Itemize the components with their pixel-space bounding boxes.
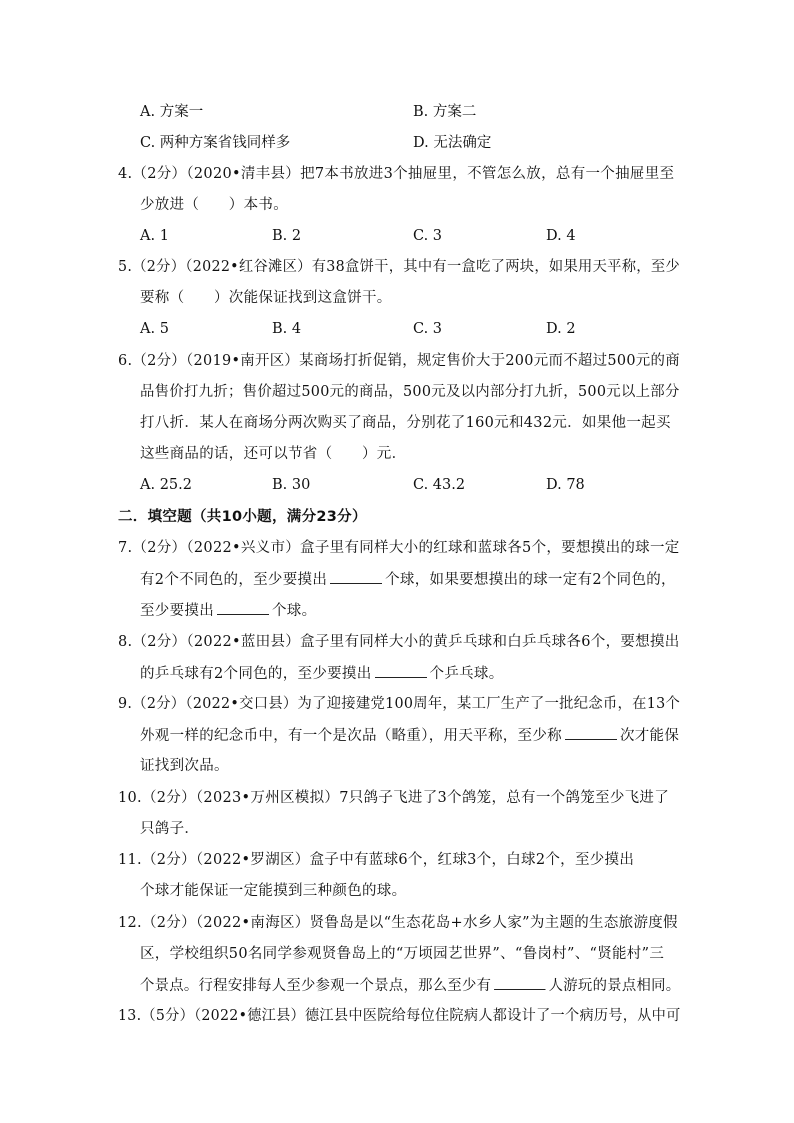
- q7-blank-2[interactable]: [217, 600, 269, 615]
- q12-blank[interactable]: [494, 975, 545, 990]
- q4-line-1: 4.（2分）（2020•清丰县）把7本书放进3个抽屉里，不管怎么放，总有一个抽屉里至: [118, 166, 675, 182]
- q7-text-3b: 个球。: [272, 603, 317, 619]
- q6-option-d: D. 78: [546, 477, 585, 493]
- q6-option-b: B. 30: [272, 477, 311, 493]
- q5-option-a: A. 5: [140, 321, 169, 337]
- section-2-heading: 二．填空题（共10小题，满分23分）: [118, 509, 367, 525]
- q12-line-2: 区，学校组织50名同学参观贤鲁岛上的“万顷园艺世界”、“鲁岗村”、“贤能村”三: [140, 946, 665, 962]
- q6-line-3: 打八折．某人在商场分两次购买了商品，分别花了160元和432元．如果他一起买: [140, 415, 671, 431]
- q11-line-1: 11.（2分）（2022•罗湖区）盒子中有蓝球6个，红球3个，白球2个，至少摸出: [118, 852, 635, 868]
- q7-text-2a: 有2个不同色的，至少要摸出: [140, 572, 328, 588]
- q3-option-b: B. 方案二: [413, 104, 477, 120]
- q9-line-1: 9.（2分）（2022•交口县）为了迎接建党100周年，某工厂生产了一批纪念币，在13个: [118, 696, 681, 712]
- q12-text-3b: 人游玩的景点相同。: [548, 978, 681, 994]
- q5-line-1: 5.（2分）（2022•红谷滩区）有38盒饼干，其中有一盒吃了两块，如果用天平称，至少: [118, 259, 680, 275]
- q8-text-2a: 的乒乓球有2个同色的，至少要摸出: [140, 666, 372, 682]
- q9-line-3: 证找到次品。: [140, 758, 229, 774]
- q7-line-2: [140, 569, 676, 590]
- q7-text-3a: 至少要摸出: [140, 603, 214, 619]
- q7-text-2b: 个球，如果要想摸出的球一定有2个同色的，: [385, 572, 676, 588]
- q9-text-2b: 次才能保: [619, 728, 680, 744]
- q11-line-2: 个球才能保证一定能摸到三种颜色的球。: [140, 883, 407, 899]
- q6-option-c: C. 43.2: [413, 477, 466, 493]
- q6-line-4: 这些商品的话，还可以节省（ ）元．: [140, 446, 407, 462]
- q4-option-a: A. 1: [140, 228, 169, 244]
- q7-line-3: [140, 600, 316, 621]
- q10-line-1: 10.（2分）（2023•万州区模拟）7只鸽子飞进了3个鸽笼，总有一个鸽笼至少飞进了: [118, 790, 670, 806]
- q12-text-3a: 个景点。行程安排每人至少参观一个景点，那么至少有: [140, 978, 492, 994]
- q8-line-2: [140, 663, 504, 684]
- q6-line-1: 6.（2分）（2019•南开区）某商场打折促销，规定售价大于200元而不超过500元的商: [118, 353, 681, 369]
- q4-option-c: C. 3: [413, 228, 443, 244]
- q7-blank-1[interactable]: [330, 569, 382, 584]
- q12-line-3: [140, 975, 680, 996]
- q9-blank[interactable]: [565, 725, 617, 740]
- q3-option-c: C. 两种方案省钱同样多: [140, 135, 291, 151]
- q5-option-c: C. 3: [413, 321, 443, 337]
- q7-line-1: 7.（2分）（2022•兴义市）盒子里有同样大小的红球和蓝球各5个，要想摸出的球一定: [118, 540, 680, 556]
- q9-text-2a: 外观一样的纪念币中，有一个是次品（略重），用天平称，至少称: [140, 728, 562, 744]
- q8-blank[interactable]: [375, 663, 427, 678]
- q10-line-2: 只鸽子．: [140, 821, 200, 837]
- q6-line-2: 品售价打九折；售价超过500元的商品，500元及以内部分打九折，500元以上部分: [140, 384, 680, 400]
- q4-option-b: B. 2: [272, 228, 302, 244]
- q5-option-b: B. 4: [272, 321, 302, 337]
- q6-option-a: A. 25.2: [140, 477, 192, 493]
- q12-line-1: 12.（2分）（2022•南海区）贤鲁岛是以“生态花岛+水乡人家”为主题的生态旅游度假: [118, 915, 678, 931]
- q13-line-1: 13.（5分）（2022•德江县）德江县中医院给每位住院病人都设计了一个病历号，从中可: [118, 1008, 681, 1024]
- q4-line-2: 少放进（ ）本书。: [140, 197, 288, 213]
- q5-line-2: 要称（ ）次能保证找到这盒饼干。: [140, 290, 392, 306]
- q3-option-a: A. 方案一: [140, 104, 204, 120]
- q8-line-1: 8.（2分）（2022•蓝田县）盒子里有同样大小的黄乒乓球和白乒乓球各6个，要想摸出: [118, 634, 680, 650]
- q9-line-2: [140, 725, 679, 746]
- q5-option-d: D. 2: [546, 321, 576, 337]
- q3-option-d: D. 无法确定: [413, 135, 492, 151]
- q4-option-d: D. 4: [546, 228, 576, 244]
- q8-text-2b: 个乒乓球。: [429, 666, 504, 682]
